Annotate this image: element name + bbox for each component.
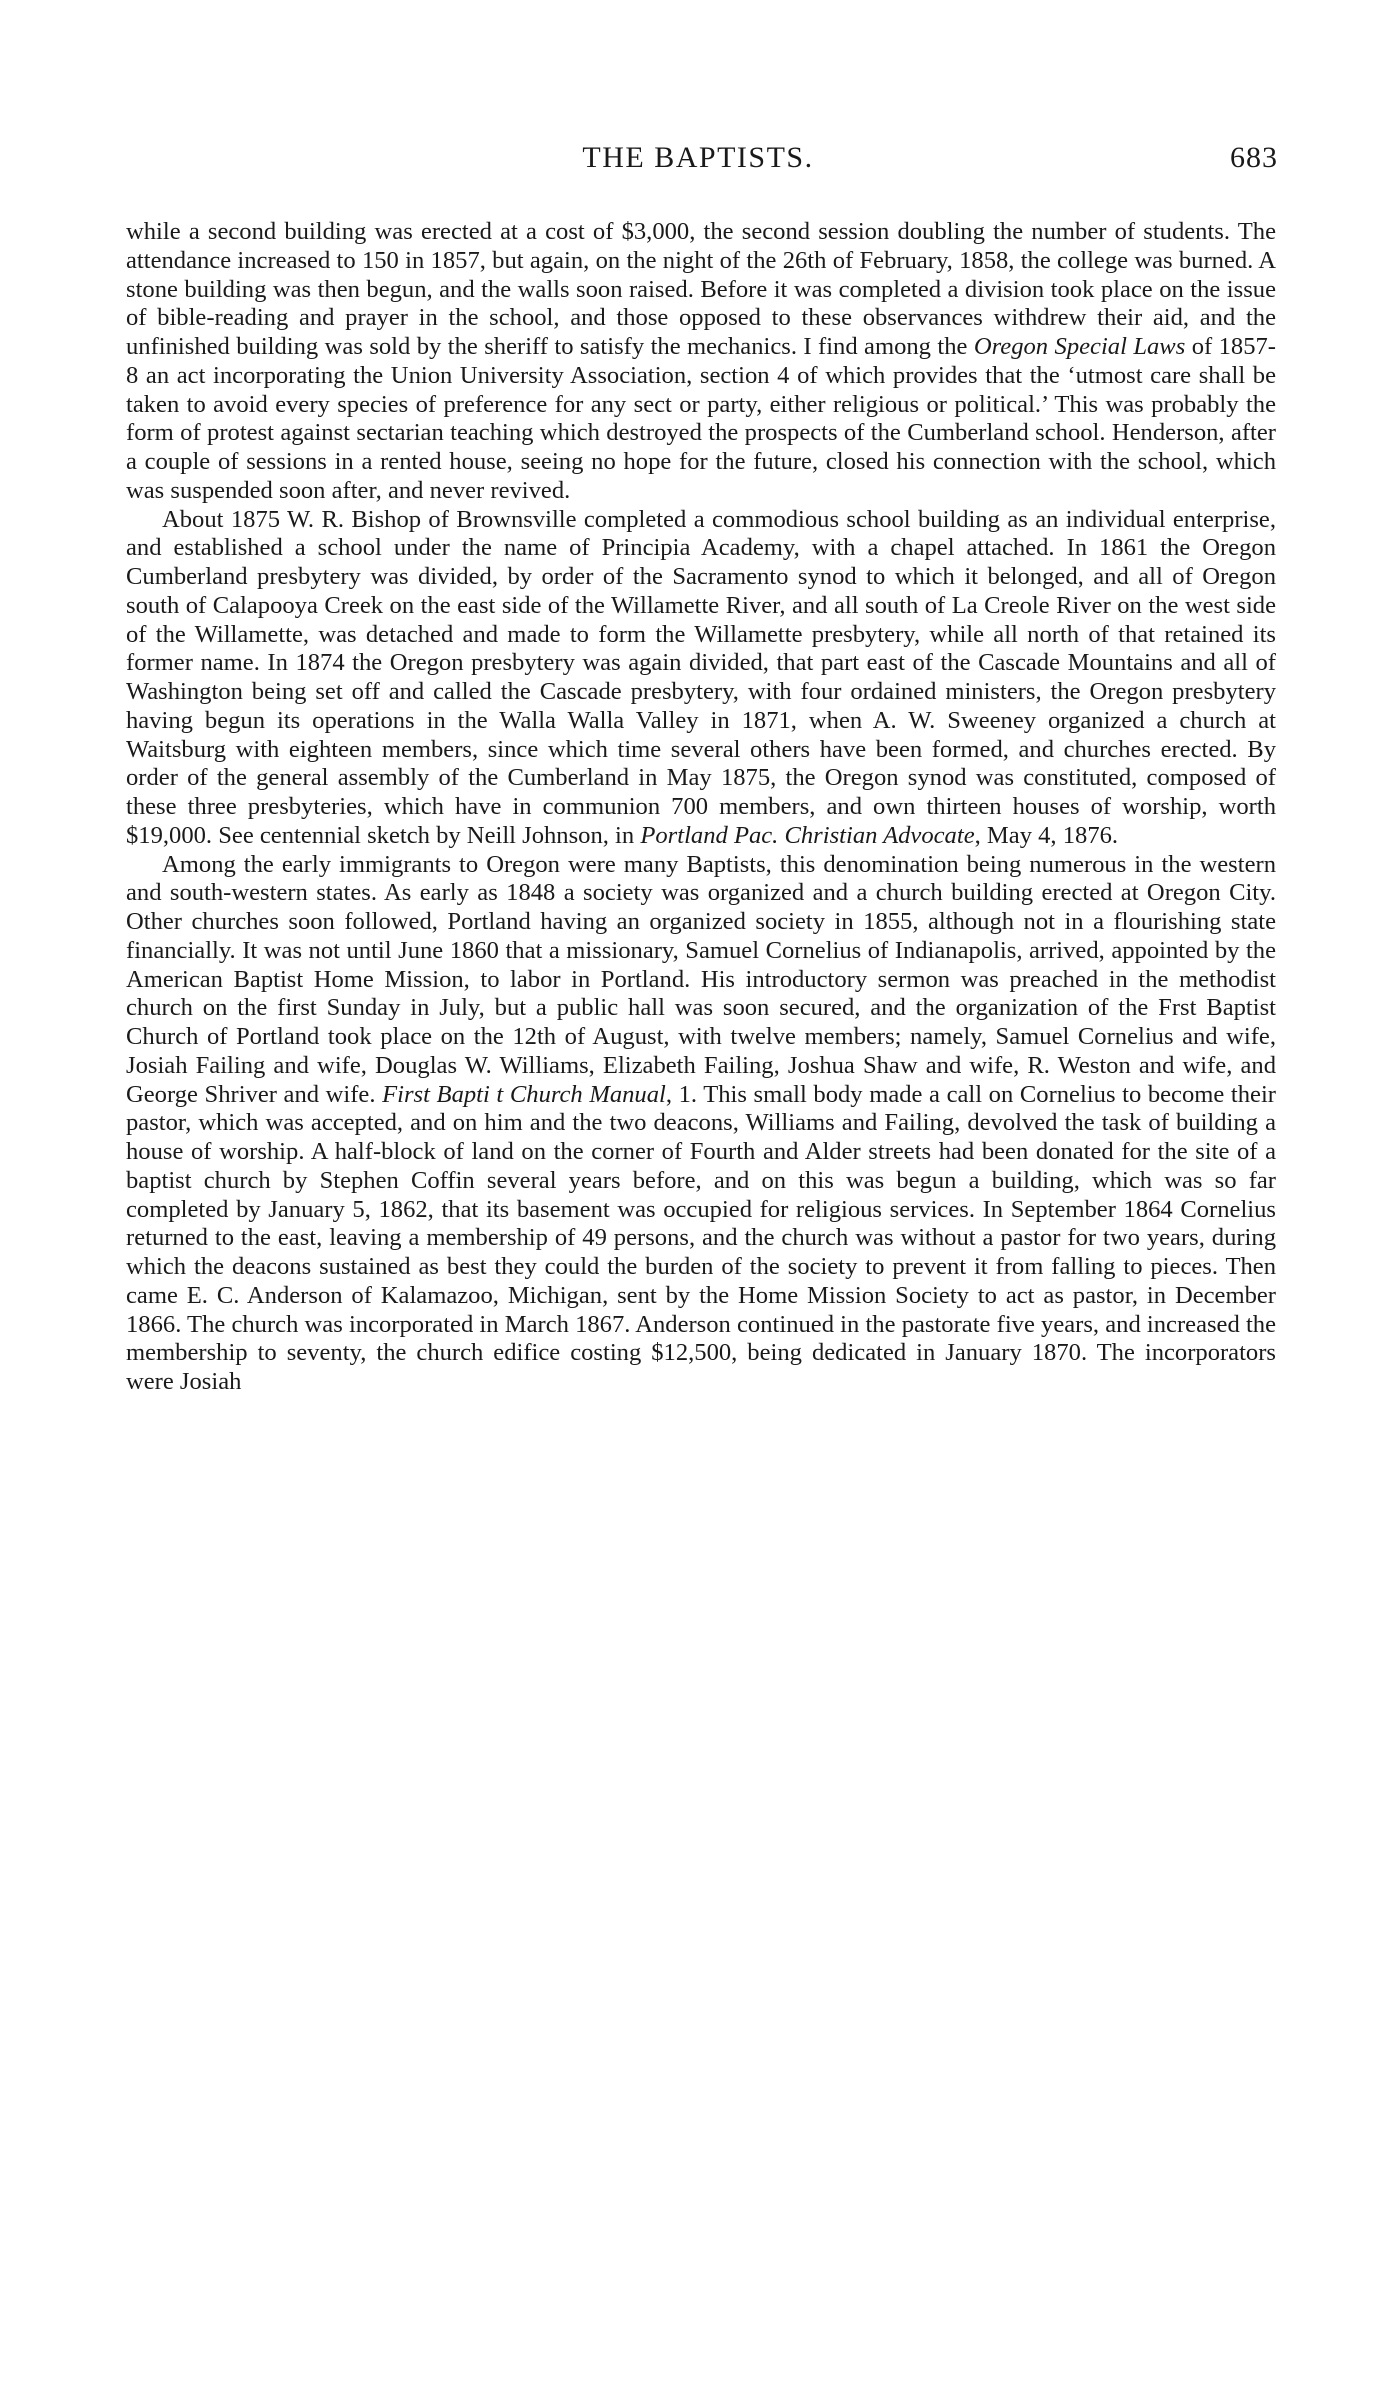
- running-title: THE BAPTISTS.: [582, 141, 814, 174]
- italic-citation: Oregon Special Laws: [973, 333, 1186, 360]
- text-segment: , May 4, 1876.: [974, 821, 1119, 849]
- paragraph-baptists: [126, 851, 1276, 1397]
- paragraph-cumberland-presbytery: [126, 506, 1276, 851]
- running-head: [118, 138, 1278, 178]
- page-number: 683: [1230, 141, 1278, 174]
- text-segment: while a second building was erected at a cost of $3,000, the second session doubling the number of students. The attendance increased to 150 in 1857, but again, on the night of the 26th of February, 1858, the college was burned. A stone building was then begun, and the walls soon raised. Before it was completed a division took place on the issue of bible-reading and prayer in the school, and those opposed to these observances withdrew their aid, and the unfinished building was sold by the sheriff to satisfy the mechanics. I find among the: [126, 218, 1276, 360]
- italic-citation: First Bapti t Church Manual: [382, 1080, 666, 1108]
- text-segment: Among the early immigrants to Oregon were many Baptists, this denomination being numerous in the western and south-western states. As early as 1848 a society was organized and a church building erected at Oregon City. Other churches soon followed, Portland having an organized society in 1855, although not in a flourishing state financially. It was not until June 1860 that a missionary, Samuel Cornelius of Indianapolis, arrived, appointed by the American Baptist Home Mission, to labor in Portland. His introductory sermon was preached in the methodist church on the first Sunday in July, but a public hall was soon secured, and the organization of the Frst Baptist Church of Portland took place on the 12th of August, with twelve members; namely, Samuel Cornelius and wife, Josiah Failing and wife, Douglas W. Williams, Elizabeth Failing, Joshua Shaw and wife, R. Weston and wife, and George Shriver and wife.: [126, 850, 1276, 1108]
- text-segment: , 1. This small body made a call on Cornelius to become their pastor, which was accepted, and on him and the two deacons, Williams and Failing, devolved the task of building a house of worship. A half-block of land on the corner of Fourth and Alder streets had been donated for the site of a baptist church by Stephen Coffin several years before, and on this was begun a building, which was so far completed by January 5, 1862, that its basement was occupied for religious services. In September 1864 Cornelius returned to the east, leaving a membership of 49 persons, and the church was without a pastor for two years, during which the deacons sustained as best they could the burden of the society to prevent it from falling to pieces. Then came E. C. Anderson of Kalamazoo, Michigan, sent by the Home Mission Society to act as pastor, in December 1866. The church was incorporated in March 1867. Anderson continued in the pastorate five years, and increased the membership to seventy, the church edifice costing $12,500, being dedicated in January 1870. The incorporators were Josiah: [126, 1080, 1276, 1395]
- italic-citation: Portland Pac. Christian Advocate: [640, 821, 975, 849]
- paragraph-union-university: [126, 218, 1276, 506]
- body-text: [126, 218, 1276, 1397]
- text-segment: About 1875 W. R. Bishop of Brownsville completed a commodious school building as an individual enterprise, and established a school under the name of Principia Academy, with a chapel attached. In 1861 the Oregon Cumberland presbytery was divided, by order of the Sacramento synod to which it belonged, and all of Oregon south of Calapooya Creek on the east side of the Willamette River, and all south of La Creole River on the west side of the Willamette, was detached and made to form the Willamette presbytery, while all north of that retained its former name. In 1874 the Oregon presbytery was again divided, that part east of the Cascade Mountains and all of Washington being set off and called the Cascade presbytery, with four ordained ministers, the Oregon presbytery having begun its operations in the Walla Walla Valley in 1871, when A. W. Sweeney organized a church at Waitsburg with eighteen members, since which time several others have been formed, and churches erected. By order of the general assembly of the Cumberland in May 1875, the Oregon synod was constituted, composed of these three presbyteries, which have in communion 700 members, and own thirteen houses of worship, worth $19,000. See centennial sketch by Neill Johnson, in: [126, 505, 1276, 849]
- text-segment: of 1857-8 an act incorporating the Union University Association, section 4 of which provides that the ‘utmost care shall be taken to avoid every species of preference for any sect or party, either religious or political.’ This was probably the form of protest against sectarian teaching which destroyed the prospects of the Cumberland school. Henderson, after a couple of sessions in a rented house, seeing no hope for the future, closed his connection with the school, which was suspended soon after, and never revived.: [126, 333, 1276, 504]
